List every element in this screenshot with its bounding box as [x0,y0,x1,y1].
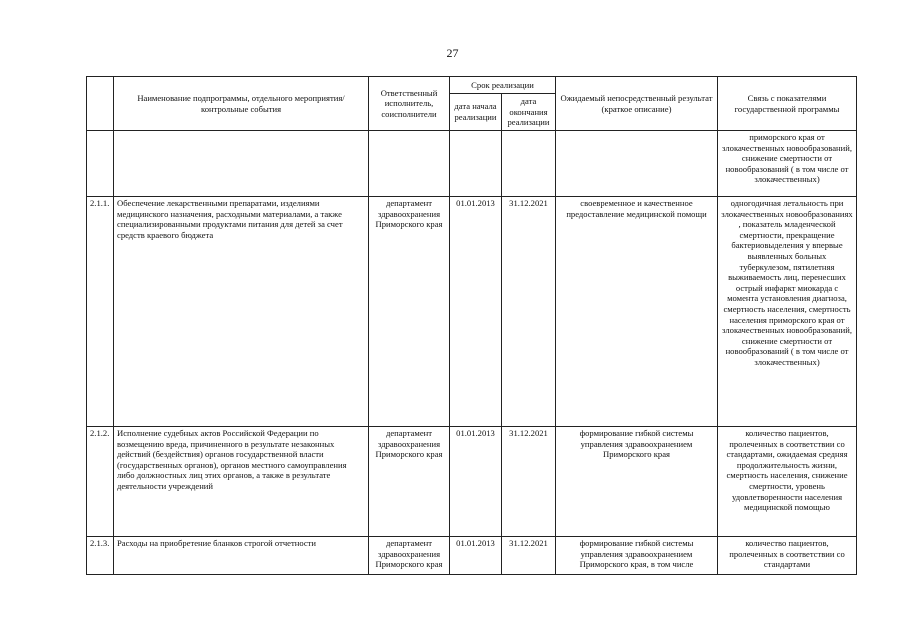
row-executor: департамент здравоохранения Приморского края [369,537,450,575]
page-number: 27 [446,46,459,60]
header-name: Наименование подпрограммы, отдельного мероприятия/контрольные события [114,77,369,131]
row-executor: департамент здравоохранения Приморского края [369,197,450,427]
cont-name [114,131,369,197]
header-num-cell [87,77,114,131]
header-executor: Ответственный исполнитель, соисполнители [369,77,450,131]
row-num: 2.1.3. [87,537,114,575]
row-start: 01.01.2013 [450,197,502,427]
cont-start [450,131,502,197]
continuation-row [87,131,857,197]
header-result: Ожидаемый непосредственный результат (краткое описание) [556,77,718,131]
row-link: количество пациентов, пролеченных в соответствии со стандартами [718,537,857,575]
table-row [87,427,857,537]
row-executor: департамент здравоохранения Приморского края [369,427,450,537]
row-result: формирование гибкой системы управления здравоохранением Приморского края [556,427,718,537]
row-end: 31.12.2021 [502,427,556,537]
header-start: дата начала реализации [450,94,502,131]
cont-link: приморского края от злокачественных новообразований, снижение смертности от новообразований ( в том числе от злокачественных) [718,131,857,197]
header-period: Срок реализации [450,77,556,94]
cont-end [502,131,556,197]
cont-result [556,131,718,197]
header-end: дата окончания реализации [502,94,556,131]
row-link: количество пациентов, пролеченных в соответствии со стандартами, ожидаемая средняя продолжительность жизни, смертность населения, снижение смертности, уровень удовлетворенности населения медицинской помощью [718,427,857,537]
row-name: Расходы на приобретение бланков строгой отчетности [114,537,369,575]
row-result: формирование гибкой системы управления здравоохранением Приморского края, в том числе [556,537,718,575]
row-num: 2.1.2. [87,427,114,537]
row-end: 31.12.2021 [502,197,556,427]
cont-num [87,131,114,197]
program-table [86,76,857,575]
row-start: 01.01.2013 [450,537,502,575]
cont-executor [369,131,450,197]
table-row [87,537,857,575]
row-end: 31.12.2021 [502,537,556,575]
row-name: Исполнение судебных актов Российской Федерации по возмещению вреда, причиненного в результате незаконных действий (бездействия) органов государственной власти (государственных органов), органов местного самоуправления либо должностных лиц этих органов, а также в результате деятельности учреждений [114,427,369,537]
row-name: Обеспечение лекарственными препаратами, изделиями медицинского назначения, расходными материалами, а также специализированными продуктами питания для детей за счет средств краевого бюджета [114,197,369,427]
row-link: одногодичная летальность при злокачественных новообразованиях , показатель младенческой смертности, прекращение бактериовыделения у впервые выявленных больных туберкулезом, пятилетняя выживаемость лиц, перенесших острый инфаркт миокарда с момента установления диагноза, смертность населения, смертность населения приморского края от злокачественных новообразований, снижение смертности от новообразований ( в том числе от злокачественных) [718,197,857,427]
header-link: Связь с показателями государственной программы [718,77,857,131]
table-row [87,197,857,427]
row-result: своевременное и качественное предоставление медицинской помощи [556,197,718,427]
row-start: 01.01.2013 [450,427,502,537]
row-num: 2.1.1. [87,197,114,427]
